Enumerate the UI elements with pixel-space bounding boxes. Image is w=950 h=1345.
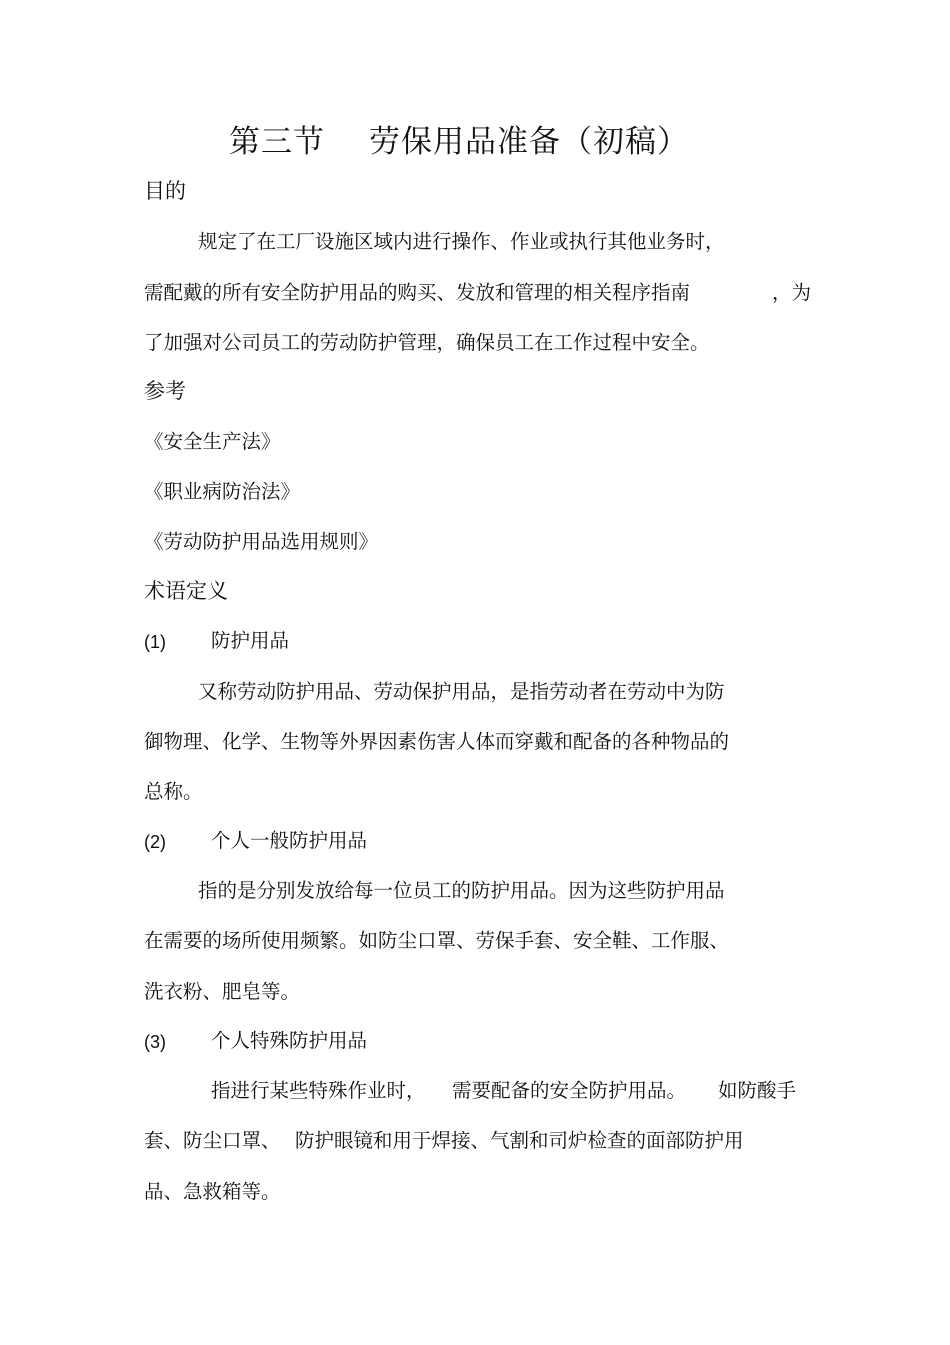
purpose-line: 需配戴的所有安全防护用品的购买、发放和管理的相关程序指南	[144, 281, 691, 304]
term-line: 御物理、化学、生物等外界因素伤害人体而穿戴和配备的各种物品的	[144, 730, 730, 753]
term-line: 如防酸手	[718, 1079, 797, 1102]
term-line: 指的是分别发放给每一位员工的防护用品。因为这些防护用品	[198, 879, 725, 902]
reference-item: 《劳动防护用品选用规则》	[144, 530, 379, 553]
reference-item: 《安全生产法》	[144, 430, 281, 453]
term-number: (3)	[144, 1032, 166, 1052]
term-title: 个人特殊防护用品	[211, 1029, 368, 1052]
term-line: 防护眼镜和用于焊接、气割和司炉检查的面部防护用	[295, 1129, 744, 1152]
term-line: 套、防尘口罩、	[144, 1129, 281, 1152]
purpose-line: 了加强对公司员工的劳动防护管理，确保员工在工作过程中安全。	[144, 331, 710, 354]
term-title: 防护用品	[211, 629, 290, 652]
term-line: 总称。	[144, 780, 203, 803]
term-line: 洗衣粉、肥皂等。	[144, 980, 301, 1003]
term-line: 指进行某些特殊作业时，	[211, 1079, 426, 1102]
term-number: (2)	[144, 832, 166, 852]
term-line: 又称劳动防护用品、劳动保护用品，是指劳动者在劳动中为防	[198, 680, 725, 703]
reference-item: 《职业病防治法》	[144, 480, 301, 503]
term-title: 个人一般防护用品	[211, 829, 368, 852]
reference-heading: 参考	[144, 379, 186, 403]
term-number: (1)	[144, 632, 166, 652]
purpose-heading: 目的	[144, 179, 186, 203]
term-line: 品、急救箱等。	[144, 1180, 281, 1203]
term-line: 在需要的场所使用频繁。如防尘口罩、劳保手套、安全鞋、工作服、	[144, 929, 730, 952]
terms-heading: 术语定义	[144, 579, 228, 603]
purpose-line: 规定了在工厂设施区域内进行操作、作业或执行其他业务时，	[198, 230, 725, 253]
page-title: 劳保用品准备（初稿）	[369, 124, 689, 160]
section-number: 第三节	[229, 124, 325, 160]
purpose-line: ，为	[772, 281, 812, 304]
term-line: 需要配备的安全防护用品。	[452, 1079, 687, 1102]
